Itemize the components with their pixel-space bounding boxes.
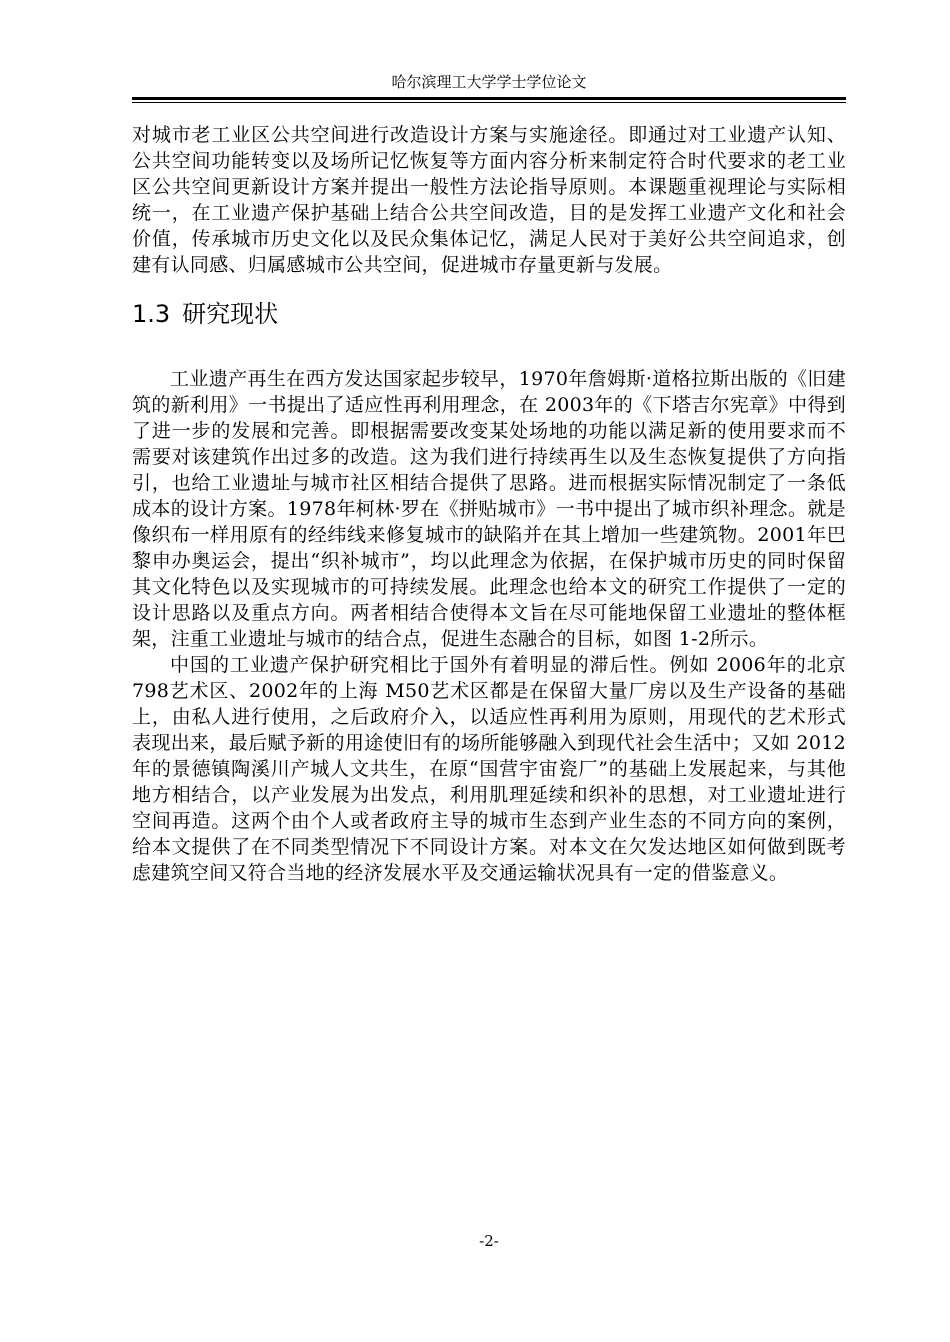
running-header: 哈尔滨理工大学学士学位论文: [391, 73, 587, 91]
continued-paragraph: 对城市老工业区公共空间进行改造设计方案与实施途径。即通过对工业遗产认知、公共空间功能转变以及场所记忆恢复等方面内容分析来制定符合时代要求的老工业区公共空间更新设计方案并提出一般性方法论指导原则。本课题重视理论与实际相统一，在工业遗产保护基础上结合公共空间改造，目的是发挥工业遗产文化和社会价值，传承城市历史文化以及民众集体记忆，满足人民对于美好公共空间追求，创建有认同感、归属感城市公共空间，促进城市存量更新与发展。: [132, 124, 846, 276]
paragraph-western-research: 工业遗产再生在西方发达国家起步较早，1970年詹姆斯·道格拉斯出版的《旧建筑的新利用》一书提出了适应性再利用理念，在 2003年的《下塔吉尔宪章》中得到了进一步的发展和完善。即根据需要改变某处场地的功能以满足新的使用要求而不需要对该建筑作出过多的改造。这为我们进行持续再生以及生态恢复提供了方向指引，也给工业遗址与城市社区相结合提供了思路。进而根据实际情况制定了一条低成本的设计方案。1978年柯林·罗在《拼贴城市》一书中提出了城市织补理念。就是像织布一样用原有的经纬线来修复城市的缺陷并在其上增加一些建筑物。2001年巴黎申办奥运会，提出“织补城市”，均以此理念为依据，在保护城市历史的同时保留其文化特色以及实现城市的可持续发展。此理念也给本文的研究工作提供了一定的设计思路以及重点方向。两者相结合使得本文旨在尽可能地保留工业遗址的整体框架，注重工业遗址与城市的结合点，促进生态融合的目标，如图 1-2所示。: [132, 368, 846, 650]
page-number: -2-: [479, 1232, 499, 1250]
section-title: 研究现状: [182, 300, 279, 328]
paragraph-china-research: 中国的工业遗产保护研究相比于国外有着明显的滞后性。例如 2006年的北京 798艺术区、2002年的上海 M50艺术区都是在保留大量厂房以及生产设备的基础上，由私人进行使用，之后政府介入，以适应性再利用为原则，用现代的艺术形式表现出来，最后赋予新的用途使旧有的场所能够融入到现代社会生活中；又如 2012年的景德镇陶溪川产城人文共生，在原“国营宇宙瓷厂”的基础上发展起来，与其他地方相结合，以产业发展为出发点，利用肌理延续和织补的思想，对工业遗址进行空间再造。这两个由个人或者政府主导的城市生态到产业生态的不同方向的案例，给本文提供了在不同类型情况下不同设计方案。对本文在欠发达地区如何做到既考虑建筑空间又符合当地的经济发展水平及交通运输状况具有一定的借鉴意义。: [132, 654, 846, 884]
section-heading: [132, 278, 846, 366]
header-rule-thick: [132, 97, 846, 100]
header-rule-thin: [132, 102, 846, 103]
section-number: 1.3: [132, 300, 171, 328]
page-body: [132, 122, 846, 886]
